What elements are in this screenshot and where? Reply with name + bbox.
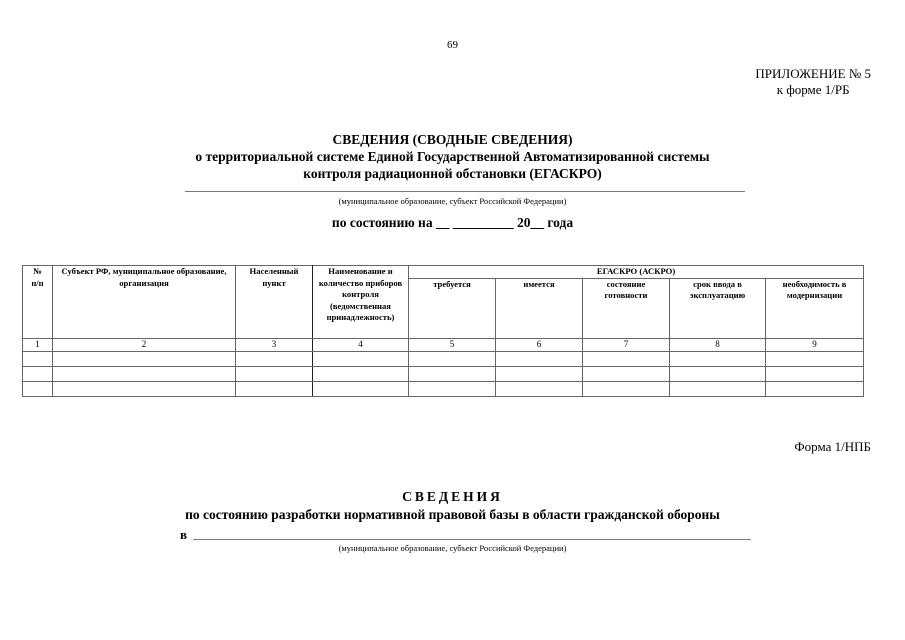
header-egaskro-group: ЕГАСКРО (АСКРО) (409, 266, 864, 279)
report2-title (0, 488, 905, 524)
report2-fill-line (193, 539, 751, 540)
header-readiness: состояние готовности (583, 278, 670, 339)
table-cell (670, 366, 766, 381)
table-cell (670, 381, 766, 396)
table-cell (53, 351, 236, 366)
header-modernization: необходимость в модернизации (766, 278, 864, 339)
column-number: 5 (409, 339, 496, 352)
header-subject: Субъект РФ, муниципальное образование, организация (53, 266, 236, 339)
header-commissioning: срок ввода в эксплуатацию (670, 278, 766, 339)
header-available: имеется (496, 278, 583, 339)
appendix-title: ПРИЛОЖЕНИЕ № 5 (755, 66, 871, 81)
header-settlement: Населенный пункт (236, 266, 313, 339)
table-cell (766, 366, 864, 381)
table-cell (766, 381, 864, 396)
table-cell (409, 366, 496, 381)
table-cell (313, 351, 409, 366)
table-row (23, 366, 864, 381)
table-cell (409, 381, 496, 396)
report-title-line3: контроля радиационной обстановки (ЕГАСКРО) (303, 166, 602, 181)
table-cell (53, 381, 236, 396)
table-cell (409, 351, 496, 366)
table-row (23, 351, 864, 366)
column-number: 2 (53, 339, 236, 352)
page-number: 69 (447, 39, 458, 51)
form-label: Форма 1/НПБ (794, 439, 871, 454)
as-of-date: по состоянию на __ _________ 20__ года (331, 215, 574, 230)
report2-prefix: в (180, 527, 188, 542)
table-cell (583, 381, 670, 396)
column-number: 6 (496, 339, 583, 352)
header-devices: Наименование и количество приборов контроля (ведомственная принадлежность) (313, 266, 409, 339)
table-cell (496, 381, 583, 396)
report2-title-line2: по состоянию разработки нормативной правовой базы в области гражданской обороны (185, 507, 720, 522)
table-cell (583, 351, 670, 366)
column-number: 7 (583, 339, 670, 352)
table-cell (496, 366, 583, 381)
table-cell (583, 366, 670, 381)
column-number: 1 (23, 339, 53, 352)
table-cell (23, 381, 53, 396)
table-header-row (23, 266, 864, 279)
report-title-line1: СВЕДЕНИЯ (СВОДНЫЕ СВЕДЕНИЯ) (332, 132, 573, 147)
table-cell (236, 381, 313, 396)
report-title (0, 131, 905, 182)
report-title-line2: о территориальной системе Единой Государственной Автоматизированной системы (195, 149, 710, 164)
column-number-row (23, 339, 864, 352)
column-number: 4 (313, 339, 409, 352)
column-number: 8 (670, 339, 766, 352)
header-required: требуется (409, 278, 496, 339)
report2-caption: (муниципальное образование, субъект Российской Федерации) (338, 543, 567, 553)
municipality-fill-line (185, 191, 745, 192)
egaskro-table (22, 265, 864, 397)
table-cell (23, 351, 53, 366)
municipality-caption: (муниципальное образование, субъект Российской Федерации) (338, 196, 567, 206)
table-cell (23, 366, 53, 381)
table-cell (670, 351, 766, 366)
appendix-heading (755, 66, 871, 98)
report2-title-line1: СВЕДЕНИЯ (402, 489, 503, 504)
table-row (23, 381, 864, 396)
table-cell (313, 366, 409, 381)
column-number: 9 (766, 339, 864, 352)
table-cell (313, 381, 409, 396)
header-num: № п/п (23, 266, 53, 339)
table-cell (236, 366, 313, 381)
appendix-form-ref: к форме 1/РБ (776, 82, 850, 97)
table-cell (496, 351, 583, 366)
table-cell (236, 351, 313, 366)
column-number: 3 (236, 339, 313, 352)
table-cell (766, 351, 864, 366)
table-cell (53, 366, 236, 381)
